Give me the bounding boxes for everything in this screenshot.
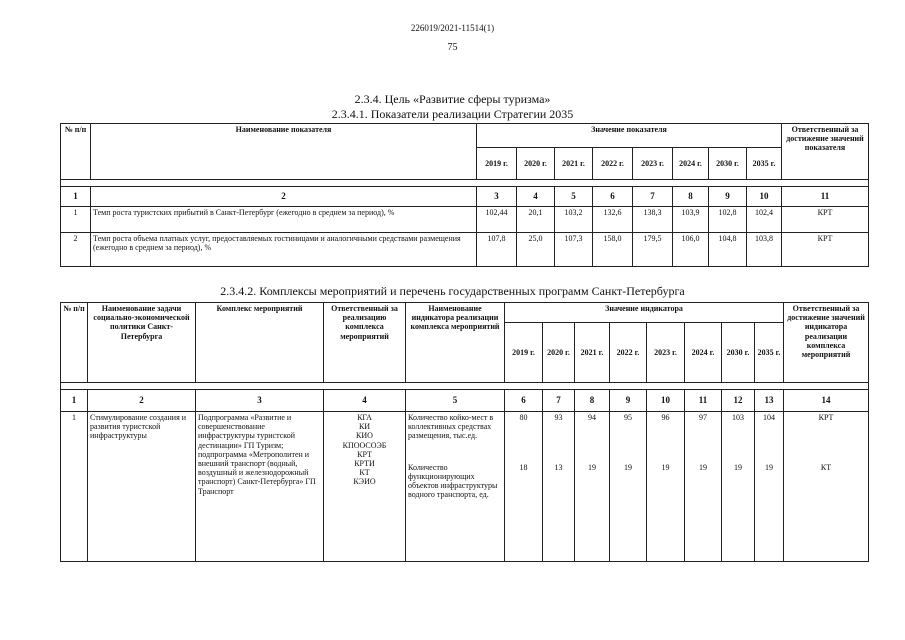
t1-column-number: 1 — [61, 187, 91, 207]
t2-row-task: Стимулирование создания и развития туристской инфраструктуры — [88, 412, 196, 562]
t1-year-header: 2023 г. — [633, 148, 673, 180]
t2-column-number: 11 — [685, 390, 722, 412]
t1-column-number: 5 — [555, 187, 593, 207]
t2-column-number: 14 — [784, 390, 869, 412]
t2-row-num: 1 — [61, 412, 88, 562]
t2-year-header: 2030 г. — [722, 323, 755, 383]
t2-value-cell: 18 — [505, 462, 543, 562]
indicators-table — [60, 123, 869, 267]
t1-value-cell: 103,2 — [555, 207, 593, 233]
t1-column-number: 3 — [477, 187, 517, 207]
t2-year-header: 2019 г. — [505, 323, 543, 383]
t1-column-number: 11 — [782, 187, 869, 207]
t2-resp-cell: КРТ — [784, 412, 869, 462]
t1-value-cell: 107,8 — [477, 233, 517, 267]
t2-indicator-name: Количество функционирующих объектов инфраструктуры водного транспорта, ед. — [406, 462, 505, 562]
t1-value-cell: 20,1 — [517, 207, 555, 233]
t1-row-num: 1 — [61, 207, 91, 233]
t1-value-cell: 107,3 — [555, 233, 593, 267]
section-title: 2.3.4. Цель «Развитие сферы туризма» — [354, 92, 551, 106]
t1-year-header: 2021 г. — [555, 148, 593, 180]
t2-column-number: 12 — [722, 390, 755, 412]
subsection2-title: 2.3.4.2. Комплексы мероприятий и перечень государственных программ Санкт-Петербурга — [220, 284, 685, 298]
t1-row-name: Темп роста туристских прибытий в Санкт-Петербург (ежегодно в среднем за период), % — [91, 207, 477, 233]
t1-year-header: 2024 г. — [673, 148, 709, 180]
t2-column-number: 10 — [647, 390, 685, 412]
t2-resp-impl-item: КИ — [358, 422, 371, 432]
t1-column-number: 6 — [593, 187, 633, 207]
t2-value-cell: 19 — [755, 462, 784, 562]
document-id: 226019/2021-11514(1) — [410, 23, 495, 33]
t2-column-number: 13 — [755, 390, 784, 412]
t2-header-num: № п/п — [61, 303, 88, 383]
t1-value-cell: 138,3 — [633, 207, 673, 233]
t2-resp-impl-item: КГА — [357, 413, 372, 422]
t2-indicator-name: Количество койко-мест в коллективных средствах размещения, тыс.ед. — [406, 412, 505, 462]
t2-column-number: 1 — [61, 390, 88, 412]
t1-value-cell: 102,8 — [709, 207, 747, 233]
t1-row-num: 2 — [61, 233, 91, 267]
t1-column-number: 7 — [633, 187, 673, 207]
t2-resp-cell: КТ — [784, 462, 869, 562]
t1-column-number: 8 — [673, 187, 709, 207]
t2-year-header: 2035 г. — [755, 323, 784, 383]
t2-year-header: 2021 г. — [575, 323, 610, 383]
t2-resp-impl-item: КТ — [359, 468, 370, 478]
t2-value-cell: 93 — [543, 412, 575, 462]
t2-value-cell: 103 — [722, 412, 755, 462]
t2-header-indicator: Наименование индикатора реализации комплекса мероприятий — [406, 303, 505, 383]
t2-year-header: 2020 г. — [543, 323, 575, 383]
t2-column-number: 4 — [324, 390, 406, 412]
t1-year-header: 2035 г. — [747, 148, 782, 180]
t2-resp-impl-item: КПООСОЭБ — [342, 440, 387, 450]
t2-resp-impl-item: КИО — [356, 431, 373, 441]
t1-year-header: 2020 г. — [517, 148, 555, 180]
t1-value-cell: 102,44 — [477, 207, 517, 233]
t1-column-number: 10 — [747, 187, 782, 207]
t1-value-cell: 179,5 — [633, 233, 673, 267]
t1-header-name: Наименование показателя — [91, 124, 477, 180]
t2-value-cell: 19 — [722, 462, 755, 562]
t1-value-cell: 158,0 — [593, 233, 633, 267]
t2-column-number: 3 — [196, 390, 324, 412]
t2-year-header: 2022 г. — [610, 323, 647, 383]
t2-column-number: 7 — [543, 390, 575, 412]
t2-resp-impl-item: КЭИО — [353, 477, 376, 487]
t1-value-cell: 106,0 — [673, 233, 709, 267]
t2-value-cell: 19 — [610, 462, 647, 562]
t2-row-complex: Подпрограмма «Развитие и совершенствование инфраструктуры туристской дестинации» ГП Туризм; подпрограмма «Метрополитен и внешний транспорт (водный, воздушный и железнодорожный транспорт) Санкт-Петербурга» ГП Транспорт — [196, 412, 324, 562]
subsection1-title: 2.3.4.1. Показатели реализации Стратегии 2035 — [331, 107, 574, 121]
t2-column-number: 6 — [505, 390, 543, 412]
t2-header-resp-impl: Ответственный за реализацию комплекса мероприятий — [324, 303, 406, 383]
t1-year-header: 2019 г. — [477, 148, 517, 180]
t1-value-cell: 103,9 — [673, 207, 709, 233]
t2-column-number: 2 — [88, 390, 196, 412]
t1-value-cell: 103,8 — [747, 233, 782, 267]
page-number: 75 — [447, 42, 458, 53]
t2-header-complex: Комплекс мероприятий — [196, 303, 324, 383]
t1-resp-cell: КРТ — [782, 233, 869, 267]
t2-header-task: Наименование задачи социально-экономической политики Санкт-Петербурга — [88, 303, 196, 383]
t1-header-num: № п/п — [61, 124, 91, 180]
t1-header-value: Значение показателя — [477, 124, 782, 148]
t1-column-number: 4 — [517, 187, 555, 207]
t1-row-name: Темп роста объема платных услуг, предоставляемых гостиницами и аналогичными средствами размещения (ежегодно в среднем за период), % — [91, 233, 477, 267]
t2-value-cell: 13 — [543, 462, 575, 562]
t2-value-cell: 19 — [575, 462, 610, 562]
t2-value-cell: 19 — [647, 462, 685, 562]
t2-value-cell: 19 — [685, 462, 722, 562]
t1-header-resp: Ответственный за достижение значений показателя — [782, 124, 869, 180]
t2-column-number: 5 — [406, 390, 505, 412]
t1-value-cell: 102,4 — [747, 207, 782, 233]
t2-value-cell: 96 — [647, 412, 685, 462]
t1-value-cell: 104,8 — [709, 233, 747, 267]
t2-header-resp: Ответственный за достижение значений индикатора реализации комплекса мероприятий — [784, 303, 869, 383]
t2-column-number: 8 — [575, 390, 610, 412]
t1-value-cell: 132,6 — [593, 207, 633, 233]
t2-value-cell: 97 — [685, 412, 722, 462]
t2-header-value: Значение индикатора — [505, 303, 784, 323]
t2-value-cell: 95 — [610, 412, 647, 462]
t2-value-cell: 94 — [575, 412, 610, 462]
measures-table — [60, 302, 869, 562]
t1-spacer — [61, 180, 869, 187]
t1-column-number: 2 — [91, 187, 477, 207]
t2-year-header: 2024 г. — [685, 323, 722, 383]
t2-spacer — [61, 383, 869, 390]
t1-column-number: 9 — [709, 187, 747, 207]
t2-resp-impl-item: КРТ — [357, 449, 372, 459]
t2-row-resp-impl — [324, 412, 406, 562]
t2-value-cell: 80 — [505, 412, 543, 462]
t2-resp-impl-item: КРТИ — [354, 458, 375, 468]
t2-value-cell: 104 — [755, 412, 784, 462]
t1-resp-cell: КРТ — [782, 207, 869, 233]
t1-year-header: 2030 г. — [709, 148, 747, 180]
t1-value-cell: 25,0 — [517, 233, 555, 267]
t2-year-header: 2023 г. — [647, 323, 685, 383]
t2-column-number: 9 — [610, 390, 647, 412]
t1-year-header: 2022 г. — [593, 148, 633, 180]
